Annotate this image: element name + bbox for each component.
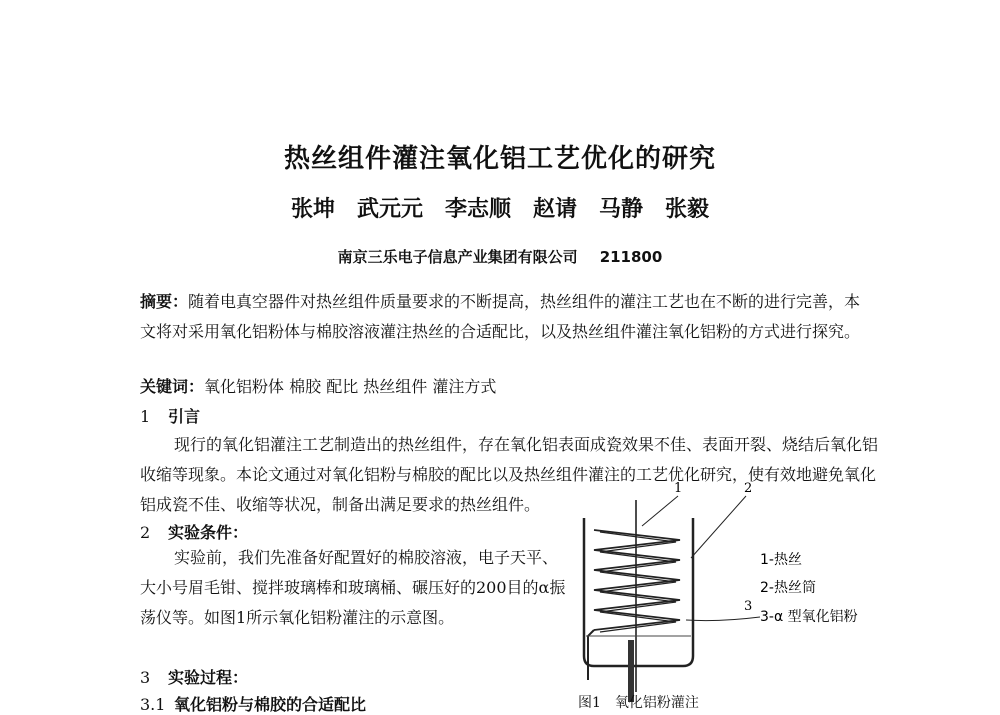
callout-3-number: 3 <box>744 599 753 614</box>
section-2-heading <box>140 520 248 543</box>
keywords-text: 氧化铝粉体 棉胶 配比 热丝组件 灌注方式 <box>204 377 497 396</box>
section-2-title: 实验条件： <box>168 523 249 542</box>
keywords-label: 关键词： <box>140 377 205 396</box>
callout-2-line <box>691 496 746 558</box>
author-list: 张坤 武元元 李志顺 赵请 马静 张毅 <box>290 197 709 222</box>
legend-item-3: 3-α 型氧化铝粉 <box>760 609 858 625</box>
section-3-1-title: 氧化铝粉与棉胶的合适配比 <box>174 695 367 714</box>
heater-coil <box>594 530 680 630</box>
abstract-text: 随着电真空器件对热丝组件质量要求的不断提高，热丝组件的灌注工艺也在不断的进行完善，本文将对采用氧化铝粉体与棉胶溶液灌注热丝的合适配比，以及热丝组件灌注氧化铝粉的方式进行探究。 <box>140 292 861 341</box>
legend-item-2: 2-热丝筒 <box>760 580 816 596</box>
callout-1-line <box>642 496 678 526</box>
callout-1-number: 1 <box>674 481 683 496</box>
section-1-title: 引言 <box>168 407 201 426</box>
affiliation-postcode: 211800 <box>599 248 663 266</box>
callout-2-number: 2 <box>744 481 753 496</box>
section-2-paragraph: 实验前，我们先准备好配置好的棉胶溶液，电子天平、大小号眉毛钳、搅拌玻璃棒和玻璃桶、碾压好的200目的α振荡仪等。如图1所示氧化铝粉灌注的示意图。 <box>140 548 566 627</box>
section-1-paragraph: 现行的氧化铝灌注工艺制造出的热丝组件，存在氧化铝表面成瓷效果不佳、表面开裂、烧结后氧化铝收缩等现象。本论文通过对氧化铝粉与棉胶的配比以及热丝组件灌注的工艺优化研究，使有效地避免氧化铝成瓷不佳、收缩等状况，制备出满足要求的热丝组件。 <box>140 435 879 514</box>
figure-1-diagram <box>560 470 1000 703</box>
paper-title: 热丝组件灌注氧化铝工艺优化的研究 <box>283 144 716 174</box>
section-1-number: 1 <box>140 407 151 426</box>
abstract <box>140 287 865 347</box>
section-3-number: 3 <box>140 668 151 687</box>
figure-1-caption: 图1 氧化铝粉灌注 <box>578 695 699 711</box>
section-1-heading <box>140 404 200 427</box>
section-3-1-heading <box>140 692 366 715</box>
affiliation <box>0 246 1000 267</box>
affiliation-name: 南京三乐电子信息产业集团有限公司 <box>337 248 578 266</box>
callout-3-line <box>686 617 760 621</box>
section-2-number: 2 <box>140 523 151 542</box>
legend-item-1: 1-热丝 <box>760 552 802 568</box>
section-3-1-number: 3.1 <box>140 695 166 714</box>
section-3-heading <box>140 665 248 688</box>
abstract-label: 摘要： <box>140 292 189 311</box>
keywords <box>140 372 496 402</box>
heater-lead-left <box>588 630 594 680</box>
section-3-title: 实验过程： <box>168 668 249 687</box>
